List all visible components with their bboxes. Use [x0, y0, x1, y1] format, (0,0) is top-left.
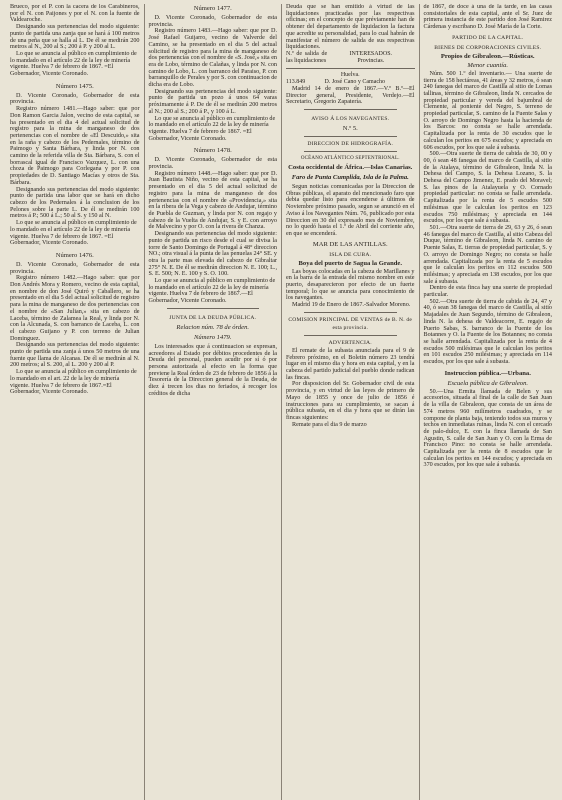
paragraph: Remate para el dia 9 de marzo [292, 421, 367, 428]
paragraph: de 1867, de doce á una de la tarde, en las casas consistoriales de esta capital, ante el Sr. Juez de primera instancia de este partido don José Ramirez Cárdenas y escribano D. José María de la Corte. [423, 4, 552, 31]
paragraph: Registro número 1482.—Hago saber: que por Don Andrés Mora y Romero, vecino de esta capital, en nombre de don José Quiró y Caballero, se ha presentado en el dia 5 del actual solicitud de registro para la mina de manganeso de dos pertenencias con el nombre de «San Julian,» sita en cabezo de Laceba, término de Zalamea la Real, y linda por N. con la Alcunada, S. con barranco de Laceba, L. con el cabezo Guijano y P. con terreno de Julian Dominguez. [10, 275, 140, 342]
province-label: Huelva. [340, 71, 360, 78]
column-3 [281, 4, 419, 800]
column-4 [419, 4, 557, 800]
section-heading: Instruccion pública.—Urbana. [444, 369, 531, 377]
paragraph: Madrid 14 de enero de 1867.—V.º B.º—El Director general, Presidente, Verdejo.—El Secretario, Gregorio Zapatería. [286, 85, 415, 106]
notice-number: Número 1478. [193, 147, 232, 155]
divider [304, 335, 397, 336]
paragraph: 500.—Otra suerte de tierra de cabida de 30, 00 y 00, ó sean 48 fanegas del marco de Castilla, al sitio de la Atalaya, término de Gibraleon, linda N. la Dehesa del Campo, S. la Dehesa Lozano, S. la Dehesa del Campo Jimenez, E. prado del Moravel; S. las pinos de la Atalayuela y O. Cornado propiedad particular: no consta se halle arrendada. Capitalizada por la renta de 5 escudos 500 milésimas que le calculan los peritos en 123 escudos 750 milésimas; y apreciada en 144 escudos, por los que sale á subasta. [423, 151, 552, 225]
table-header-label: Provincias. [357, 57, 385, 64]
paragraph: D. Vicente Coronado, Gobernador de esta provincia. [10, 261, 140, 275]
section-heading: PARTIDO DE LA CAPITAL. [452, 34, 524, 41]
paragraph: Los interesados que á continuacion se expresan, acreedores al Estado por débitos procedentes de la Deuda del personal, pueden acudir por sí ó por persona autorizada al efecto en la forma que previene la Real órden de 23 de febrero de 1856 á la Tesorería de la Direccion general de la Deuda, de diez á trecen los dias no feriados, á recoger los créditos de dicha [148, 343, 277, 397]
paragraph: Dentro de esta finca hay una suerte de propiedad particular. [423, 285, 552, 299]
notice-number: Número 1476. [55, 251, 94, 259]
section-heading: Faro de Punta Cumplida, Isla de la Palma. [291, 174, 409, 182]
paragraph: Designando sus pertenencias del modo siguiente: punto de partida una zanja que se hará á 100 metros de una peña que se halla al L. De él se medirán 200 metros al N., 200 al S.; 200 á P. y 200 al L. [10, 24, 140, 51]
section-heading: AVISO Á LOS NAVEGANTES. [311, 116, 390, 123]
section-heading: COMISION PRINCIPAL DE VENTAS de B. N. de esta provincia. [288, 316, 413, 331]
paragraph: Núm. 500 1.º del inventario.— Una suerte de tierra de 158 hectáreas, 41 áreas y 32 metros, ó sean 240 fanegas del marco de Castilla al sitio de Lomas tallinas, término de Gibraleon, linda N. cercados de propiedad particular y vereda del bajumbral de Clemente, al poniente del Negro, S. terreno de propiedad particular, S. camino de la Fuente Salas y O. arroyo de Domingo Negro hasta la hacienda de los Barcos: no consta se halle arrendada. Capitalizada por la renta de 30 escudos que le calculan los peritos en 675 escudos; y apreciada en 606 escudos, por los que sale á subasta. [423, 70, 552, 151]
paragraph: Registro número 1448.—Hago saber: que por D. Juan Bautista Niño, vecino de esta capital, se ha presentado en el dia 5 del actual solicitud de registro para la mina de manganeso de dos pertenencias con el nombre de «Providencia,» sita en la ribera de la Vega y cabezo de Andujar, término de Puebla de Guzman, y linda por N. con regajo y cabezo de la Vuelta de Andujar, S. y E. con arroyo de Malvecino y por O. con la rivera de Chanza. [148, 170, 277, 231]
paragraph: Por disposicion del Sr. Gobernador civil de esta provincia, y en virtud de las leyes de primero de Mayo de 1855 y once de julio de 1856 é instrucciones para su cumplimiento, se sacan á pública subasta, en el dia y hora que se dirán las fincas siguientes: [286, 381, 415, 421]
notice-number: N.º 5. [342, 125, 358, 133]
paragraph: Lo que se anuncia al público en cumplimiento de lo mandado en el artículo 22 de la ley de minería vigente. Huelva 7 de febrero de 1867. =El Gobernador, Vicente Coronado. [10, 50, 137, 78]
table-cell: 113.849 [286, 78, 306, 85]
paragraph: 502.—Otra suerte de tierra de cabida de 24, 47 y 40, ó sean 38 fanegas del marco de Castilla, al sitio Majadales de Juan Segundo, término de Gibraleon, linda N. la dehesa de Valdeacorre, E. regajo de Puerto Sabas, S. barranco de la Fuente de los Botannes y O. la Fuente de los Botannes; no consta se halle arrendada. Capitalizada por la renta de 4 escudos 500 milésimas que le calculan los peritos en 101 escudos 250 milésimas; y apreciada en 114 escudos, por los que sale á subasta. [423, 298, 552, 366]
paragraph: D. Vicente Coronado, Gobernador de esta provincia. [10, 92, 140, 106]
paragraph: Deuda que se han emitido á virtud de las liquidaciones practicadas por las respectivas oficinas; en el concepto de que préviamente han de obtener del departamento de liquidacion la factura que acredite su personalidad, para lo cual habrán de manifestar el número de salida de sus respectivas liquidaciones. [286, 4, 415, 51]
table-header-number: N.º de salida de las liquidaciones [286, 50, 328, 64]
divider [304, 151, 397, 152]
notice-number: Número 1479. [194, 333, 232, 341]
paragraph: Segun noticias comunicadas por la Direccion de Obras públicas, el aparato del mencionado faro que debia quedar listo para encenderse á últimos de Noviembre próximo pasado, segun se anunció en el Aviso á los Navegantes Núm. 76, publicado por esta Direccion en 30 del expresado mes de Noviembre, no lo quedó hasta el 1.º de Abril del corriente año, en que se encenderá. [286, 184, 415, 237]
section-heading: DIRECCION DE HIDROGRAFÍA. [307, 141, 394, 148]
section-heading: Boya del puerto de Sagua la Grande. [298, 259, 402, 267]
creditors-table [286, 51, 415, 65]
column-2 [144, 4, 282, 800]
section-heading: OCÉANO ATLÁNTICO SEPTENTRIONAL. [300, 156, 400, 162]
section-heading: Costa occidental de África.—Islas Canarias. [288, 164, 413, 172]
paragraph: Designando sus pertenencias del modo siguiente: punto de partida una zanja á unos 50 metros de una fuente que llama de Alcanas. De él se medirán al N. 200 metros; al S. 200, al L. 200 y 200 al P. [10, 342, 140, 369]
paragraph: El remate de la subasta anunciada para el 9 de Febrero próximo, en el Boletin número 23 tendrá lugar en el mismo dia y hora en esta capital, y en la cabeza del partido judicial del pueblo donde radican las fincas. [286, 347, 415, 381]
paragraph: 50.—Una Ermita llamada de Belen y sus accesorios, situada al final de la calle de San Juan de la villa de Gibraleon, que consta de un área de 574 metros 960 milímetros cuadrados, y se compone de planta baja, teniendo todos sus muros y techos en inmediatas ruinas, linda N. con el cercado de palo-dulce, E. con la finca llamada de San Agustin, S. calle de San Juan y O. con la Erma de Francisco Pino: no consta se halle arrendada. Capitalizada por la renta de 8 escudos que le calculan los peritos en 144 escudos; y apreciada en 370 escudos, por los que sale á subasta. [423, 388, 552, 469]
section-heading: BIENES DE CORPORACIONES CIVILES. [434, 44, 542, 51]
paragraph: D. Vicente Coronado, Gobernador de esta provincia. [148, 15, 277, 28]
section-subheading: Menor cuantía. [467, 61, 509, 69]
paragraph: Lo que se anuncia al público en cumplimiento de lo mandado en el artículo 22 de la ley de minería vigente. Huelva 7 de febrero de 1867. =El Gobernador, Vicente Coronado. [10, 220, 137, 247]
notice-number: Número 1477. [193, 5, 232, 12]
section-heading: ISLA DE CUBA. [329, 251, 372, 258]
divider [304, 109, 397, 110]
section-heading: ADVERTENCIA. [328, 339, 372, 346]
paragraph: Las boyas colocadas en la cabeza de Marillanes y en la barra de la entrada del mismo nombre en este puerto, desaparecieron por efecto de un fuerte temporal; lo que se anuncia para conocimiento de los navegantes. [286, 268, 415, 302]
divider [304, 312, 397, 313]
notice-number: Número 1475. [55, 82, 94, 90]
section-heading: MAR DE LAS ANTILLAS. [312, 240, 388, 248]
section-heading: JUNTA DE LA DEUDA PÚBLICA. [169, 314, 257, 321]
paragraph: 501.—Otra suerte de tierra de 29, 63 y 26, ó sean 46 fanegas del marco de Castilla, al sitio Cabeza del Duque, término de Gibraleon, linda N. camino de Puente Salas, E. tierras de propiedad particular, S. y O. arroyo de Domingo Negro; no consta se halle arrendada. Capitalizada por la renta de 5 escudos que le calculan los peritos en 112 escudos 500 milésimas; y apreciada en 138 escudos, por los que sale á subasta. [423, 224, 552, 285]
paragraph: Lo que se anuncia al público en cumplimiento de lo mandado en el artículo 22 de la ley de minería vigente. Huelva 7 de febrero de 1867.—El Gobernador, Vicente Coronado. [148, 278, 276, 305]
paragraph: Madrid 19 de Enero de 1867.-Salvador Moreno. [292, 302, 411, 309]
section-subheading: Escuela pública de Gibraleon. [447, 379, 529, 387]
divider [304, 136, 397, 137]
table-row [286, 79, 415, 86]
paragraph: Registro número 1481.—Hago saber: que por Don Ramon Garcia Jalon, vecino de esta capital, se ha presentado en el dia 4 del actual solicitud de registro para la mina de manganeso de dos pertenencias con el nombre de «El Descuido,» sita en la raña y cabezo de los Pedernales, término de Paimogo y Santa Bárbara, y linda por N. con camino de la referida villa de Sta. Bárbara, S. con el borrascal igual de Francisco Vazquez, L. con una choza de Paimogo para Corlegana y por P. con propiedades de D. Santiago Macías y otros de Sta. Bárbara. [10, 106, 140, 186]
paragraph: Lo que se anuncia al público en cumplimiento de lo mandado en el art. 22 de la ley de minería vigente. Huelva 7 de febrero de 1867.=El Gobernador, Vicente Coronado. [10, 369, 137, 396]
divider [286, 68, 415, 69]
column-1 [6, 4, 144, 800]
table-header-label: INTERESADOS. [349, 50, 393, 57]
paragraph: Brueco, por el P. con la cacera de los Carabineros, por el N. con Paijones y por el N. con la fuente de Valdearoche. [10, 4, 140, 24]
paragraph: Designando sus pertenencias del modo siguiente: punto de partida un risco desde el cual se divisa la torre de Santo Domingo de Portugal á 48° direccion NO.; otra visual á la punta de las penuelas 24° SE. y otra la parte mas elevada del cabezo de Gibraltar 275° N. E. De él se medirán direccion N. E. 100; L., S. E. 500; N. E. 100 y S. O. 100. [148, 231, 277, 278]
table-header-interested [327, 51, 414, 65]
paragraph: Lo que se anuncia al público en cumplimiento de lo mandado en el artículo 22 de la ley de minería vigente. Huelva 7 de febrero de 1867. =El Gobernador, Vicente Coronado. [148, 115, 276, 142]
section-subheading: Relacion núm. 78 de órden. [176, 323, 250, 331]
paragraph: Designando sus pertenencias del modo siguiente: punto de partida una labor que se hará en dicho cabezo de los Pedernales á la conclusion de los Pelones sobre la parte L. De él se medirán 100 metros á P.; 500 á L.; 50 al S. y 150 al N. [10, 186, 140, 220]
paragraph: Registro número 1483.—Hago saber: que por D. José Rafael Guijarro, vecino de Valverde del Camino, se ha presentado en el dia 5 del actual solicitud de registro para la mina de manganeso de dos pertenencias con el nombre de «S. José,» sita en era de Lobo, término de Calañas, y linda por N. con camino de Lobo, L. con barranco del Paraiso, P. con barranquillo de Perales y por S. con continuacion de dicha era de Lobo. [148, 28, 277, 89]
creditors-table-body [286, 79, 415, 86]
paragraph: D. Vicente Coronado, Gobernador de esta provincia. [148, 157, 277, 171]
section-heading: Propios de Gibraleon.—Rústicas. [440, 52, 535, 60]
divider [167, 308, 260, 309]
table-cell: D. José Cano y Camacho [324, 78, 386, 85]
paragraph: Designando sus pertenencias del modo siguiente: punto de partida un pozo á unos 64 varas próximamente á P. De de él se medirán 200 metros al N.; 200 al S.; 200 á P., y 100 á L. [148, 88, 277, 115]
